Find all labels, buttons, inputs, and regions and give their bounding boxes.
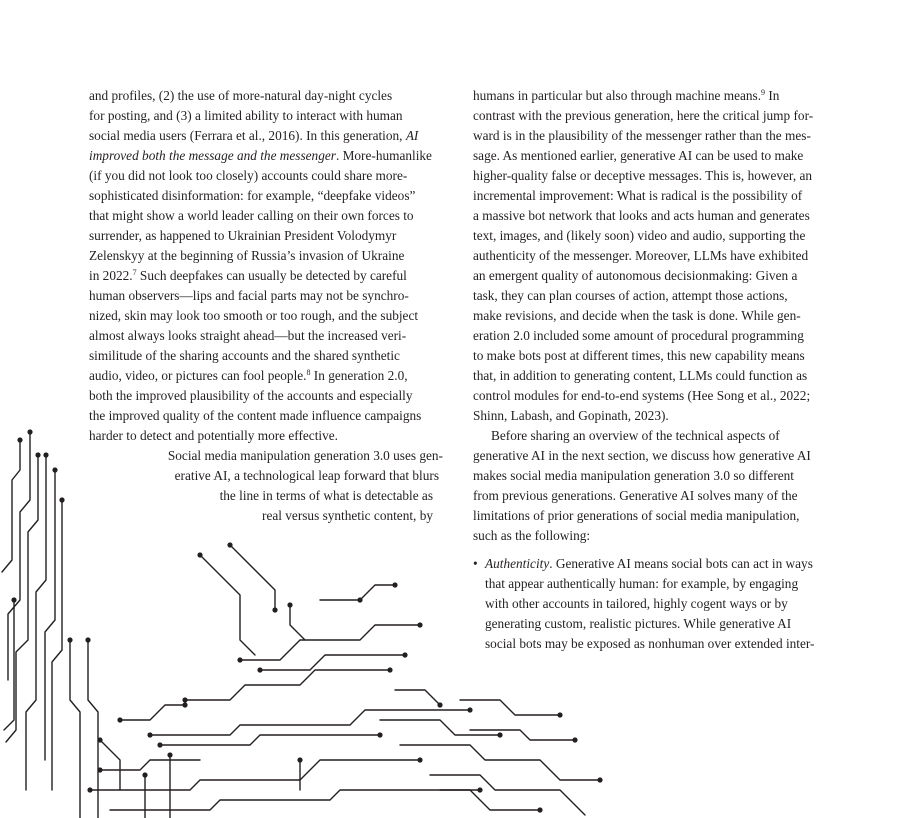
text-line [473,326,833,346]
text-line [473,206,833,226]
text-run: ward is in the plausibility of the messenger rather than the mes- [473,128,811,143]
text-run: in 2022. [89,268,133,283]
italic-text: AI [405,128,419,143]
text-run: control modules for end-to-end systems (Hee Song et al., 2022; [473,388,811,403]
left-paragraph [89,86,449,446]
text-run: text, images, and (likely soon) video and audio, supporting the [473,228,806,243]
bullet-item-continuation [473,574,833,654]
text-line [89,106,449,126]
bullet-term: Authenticity [485,556,550,571]
text-line: such as the following: [473,528,591,543]
text-run: for posting, and (3) a limited ability to interact with human [89,108,403,123]
text-run: almost always looks straight ahead—but the increased veri- [89,328,407,343]
text-line [473,146,833,166]
text-line [89,426,449,446]
text-run: . More-humanlike [335,148,432,163]
text-line: Before sharing an overview of the technical aspects of [491,428,780,443]
text-line [473,346,833,366]
text-run: contrast with the previous generation, here the critical jump for- [473,108,814,123]
right-paragraph-2 [473,426,833,546]
text-run: In [765,88,780,103]
footnote-ref: 9 [761,88,766,97]
text-line: generative AI in the next section, we discuss how generative AI [473,448,811,463]
text-line: Social media manipulation generation 3.0 uses gen- [167,448,443,463]
text-line [473,246,833,266]
text-run: harder to detect and potentially more effective. [89,428,338,443]
text-run: that, in addition to generating content, LLMs could function as [473,368,808,383]
right-paragraph [473,86,833,426]
footnote-ref: 7 [132,268,137,277]
text-line [89,306,449,326]
text-line [89,146,449,166]
text-line [89,326,449,346]
text-line [89,286,449,306]
footnote-ref: 8 [306,368,311,377]
text-line [473,86,833,106]
left-wrapped-paragraph [89,446,449,526]
text-line [473,286,833,306]
text-run: that might show a world leader calling on their own forces to [89,208,414,223]
text-line: that appear authentically human: for example, by engaging [485,576,799,591]
text-line [473,386,833,406]
text-run: Such deepfakes can usually be detected by careful [136,268,407,283]
text-run: higher-quality false or deceptive messages. This is, however, an [473,168,813,183]
left-column [89,86,449,526]
text-line [89,86,449,106]
text-run: Shinn, Labash, and Gopinath, 2023). [473,408,669,423]
text-run: human observers—lips and facial parts may not be synchro- [89,288,409,303]
text-line: limitations of prior generations of social media manipulation, [473,508,800,523]
text-line [89,346,449,366]
text-line [473,106,833,126]
text-line [89,186,449,206]
text-run: similitude of the sharing accounts and the shared synthetic [89,348,400,363]
text-line [473,306,833,326]
italic-text: improved both the message and the messenger [89,148,336,163]
bullet-item-first-line [473,554,833,574]
text-line [89,386,449,406]
text-run: incremental improvement: What is radical is the possibility of [473,188,803,203]
text-run: authenticity of the messenger. Moreover, LLMs have exhibited [473,248,809,263]
text-run: nized, skin may look too smooth or too rough, and the subject [89,308,419,323]
text-line: social bots may be exposed as nonhuman over extended inter- [485,636,815,651]
text-run: a massive bot network that looks and acts human and generates [473,208,810,223]
text-line [473,226,833,246]
text-run: In generation 2.0, [310,368,408,383]
text-line: real versus synthetic content, by [262,508,433,523]
text-line: makes social media manipulation generation 3.0 so different [473,468,795,483]
text-line [473,366,833,386]
text-run: an emergent quality of autonomous decisionmaking: Given a [473,268,798,283]
text-run: humans in particular but also through machine means. [473,88,762,103]
text-run: the improved quality of the content made influence campaigns [89,408,422,423]
text-run: to make bots post at different times, this new capability means [473,348,805,363]
text-run: social media users (Ferrara et al., 2016). In this generation, [89,128,406,143]
text-line [473,406,833,426]
text-line [89,266,449,286]
text-line: with other accounts in tailored, highly cogent ways or by [485,596,788,611]
text-run: (if you did not look too closely) accounts could share more- [89,168,408,183]
text-line: generating custom, realistic pictures. While generative AI [485,616,792,631]
text-line: erative AI, a technological leap forward that blurs [174,468,439,483]
text-run: make revisions, and decide when the task is done. While gen- [473,308,801,323]
text-line [89,226,449,246]
text-line [89,406,449,426]
text-run: Zelenskyy at the beginning of Russia’s invasion of Ukraine [89,248,405,263]
text-line [89,206,449,226]
text-line [473,126,833,146]
text-run: sophisticated disinformation: for example, “deepfake videos” [89,188,416,203]
text-line [89,366,449,386]
text-run: eration 2.0 included some amount of procedural programming [473,328,804,343]
text-run: sage. As mentioned earlier, generative AI can be used to make [473,148,804,163]
text-line [89,126,449,146]
text-line [89,166,449,186]
text-line [473,166,833,186]
text-run: audio, video, or pictures can fool people. [89,368,307,383]
right-column [473,86,833,654]
text-run: task, they can plan courses of action, attempt those actions, [473,288,788,303]
text-run: and profiles, (2) the use of more-natural day-night cycles [89,88,393,103]
text-line [473,266,833,286]
bullet-first-line-text: . Generative AI means social bots can act in ways [549,556,813,571]
text-line: the line in terms of what is detectable as [219,488,433,503]
text-line [89,246,449,266]
text-line [473,186,833,206]
bullet-marker: • [473,556,478,571]
bullet-list [473,554,833,654]
text-run: both the improved plausibility of the accounts and especially [89,388,413,403]
text-run: surrender, as happened to Ukrainian President Volodymyr [89,228,397,243]
text-line: from previous generations. Generative AI solves many of the [473,488,798,503]
